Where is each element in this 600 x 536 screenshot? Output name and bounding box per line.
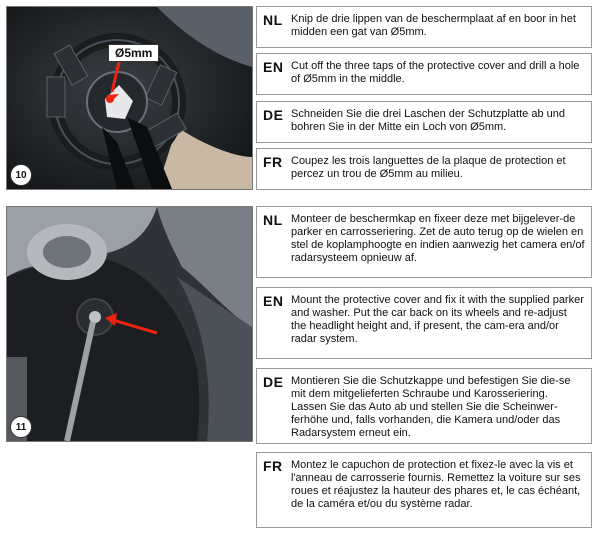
language-code: NL bbox=[263, 212, 283, 228]
language-code: EN bbox=[263, 59, 284, 75]
step-10-instruction-en bbox=[256, 53, 592, 95]
step-11-photo bbox=[6, 206, 253, 442]
step-11-instruction-nl bbox=[256, 206, 592, 278]
step-10-instruction-fr bbox=[256, 148, 592, 190]
step-11-instruction-en bbox=[256, 287, 592, 359]
step-10-image bbox=[7, 7, 252, 189]
language-code: FR bbox=[263, 458, 283, 474]
instruction-text: Knip de drie lippen van de beschermplaat af en boor in het midden een gat van Ø5mm. bbox=[291, 13, 576, 38]
language-code: DE bbox=[263, 374, 284, 390]
instruction-text: Montez le capuchon de protection et fixez-le avec la vis et l'anneau de carrosserie fournis. Remettez la voiture sur ses roues et réajustez la hauteur des phares et, le cas échéant, de la caméra et/ou du système radar. bbox=[291, 459, 581, 510]
step-10-photo bbox=[6, 6, 253, 190]
language-code: NL bbox=[263, 12, 283, 28]
instruction-text: Mount the protective cover and fix it with the supplied parker and washer. Put the car back on its wheels and re-adjust the headlight height and, if present, the cam-era and/or radar system. bbox=[291, 294, 584, 345]
language-code: FR bbox=[263, 154, 283, 170]
instruction-text: Monteer de beschermkap en fixeer deze met bijgelever-de parker en carrosseriering. Zet de auto terug op de wielen en stel de koplamphoogte en indien aanwezig het camera en/of radarsysteem opnieuw af. bbox=[291, 213, 585, 264]
step-10-instruction-nl bbox=[256, 6, 592, 48]
step-11-image bbox=[7, 207, 252, 441]
instruction-text: Cut off the three taps of the protective cover and drill a hole of Ø5mm in the middle. bbox=[291, 60, 580, 85]
language-code: EN bbox=[263, 293, 284, 309]
instruction-text: Montieren Sie die Schutzkappe und befestigen Sie die-se mit dem mitgelieferten Schraube und Karosseriering. Lassen Sie das Auto ab und stellen Sie die Scheinwer-ferhöhe und, falls vorhanden, die Kamera und/oder das Radarsystem erneut ein. bbox=[291, 375, 571, 439]
step-11-instruction-fr bbox=[256, 452, 592, 528]
step-11-number: 11 bbox=[10, 416, 32, 438]
step-10-instruction-de bbox=[256, 101, 592, 143]
step-10-number: 10 bbox=[10, 164, 32, 186]
step-11-instruction-de bbox=[256, 368, 592, 444]
language-code: DE bbox=[263, 107, 284, 123]
instruction-text: Schneiden Sie die drei Laschen der Schutzplatte ab und bohren Sie in der Mitte ein Loch von Ø5mm. bbox=[291, 108, 565, 133]
instruction-text: Coupez les trois languettes de la plaque de protection et percez un trou de Ø5mm au milieu. bbox=[291, 155, 566, 180]
diameter-callout: Ø5mm bbox=[108, 44, 159, 62]
